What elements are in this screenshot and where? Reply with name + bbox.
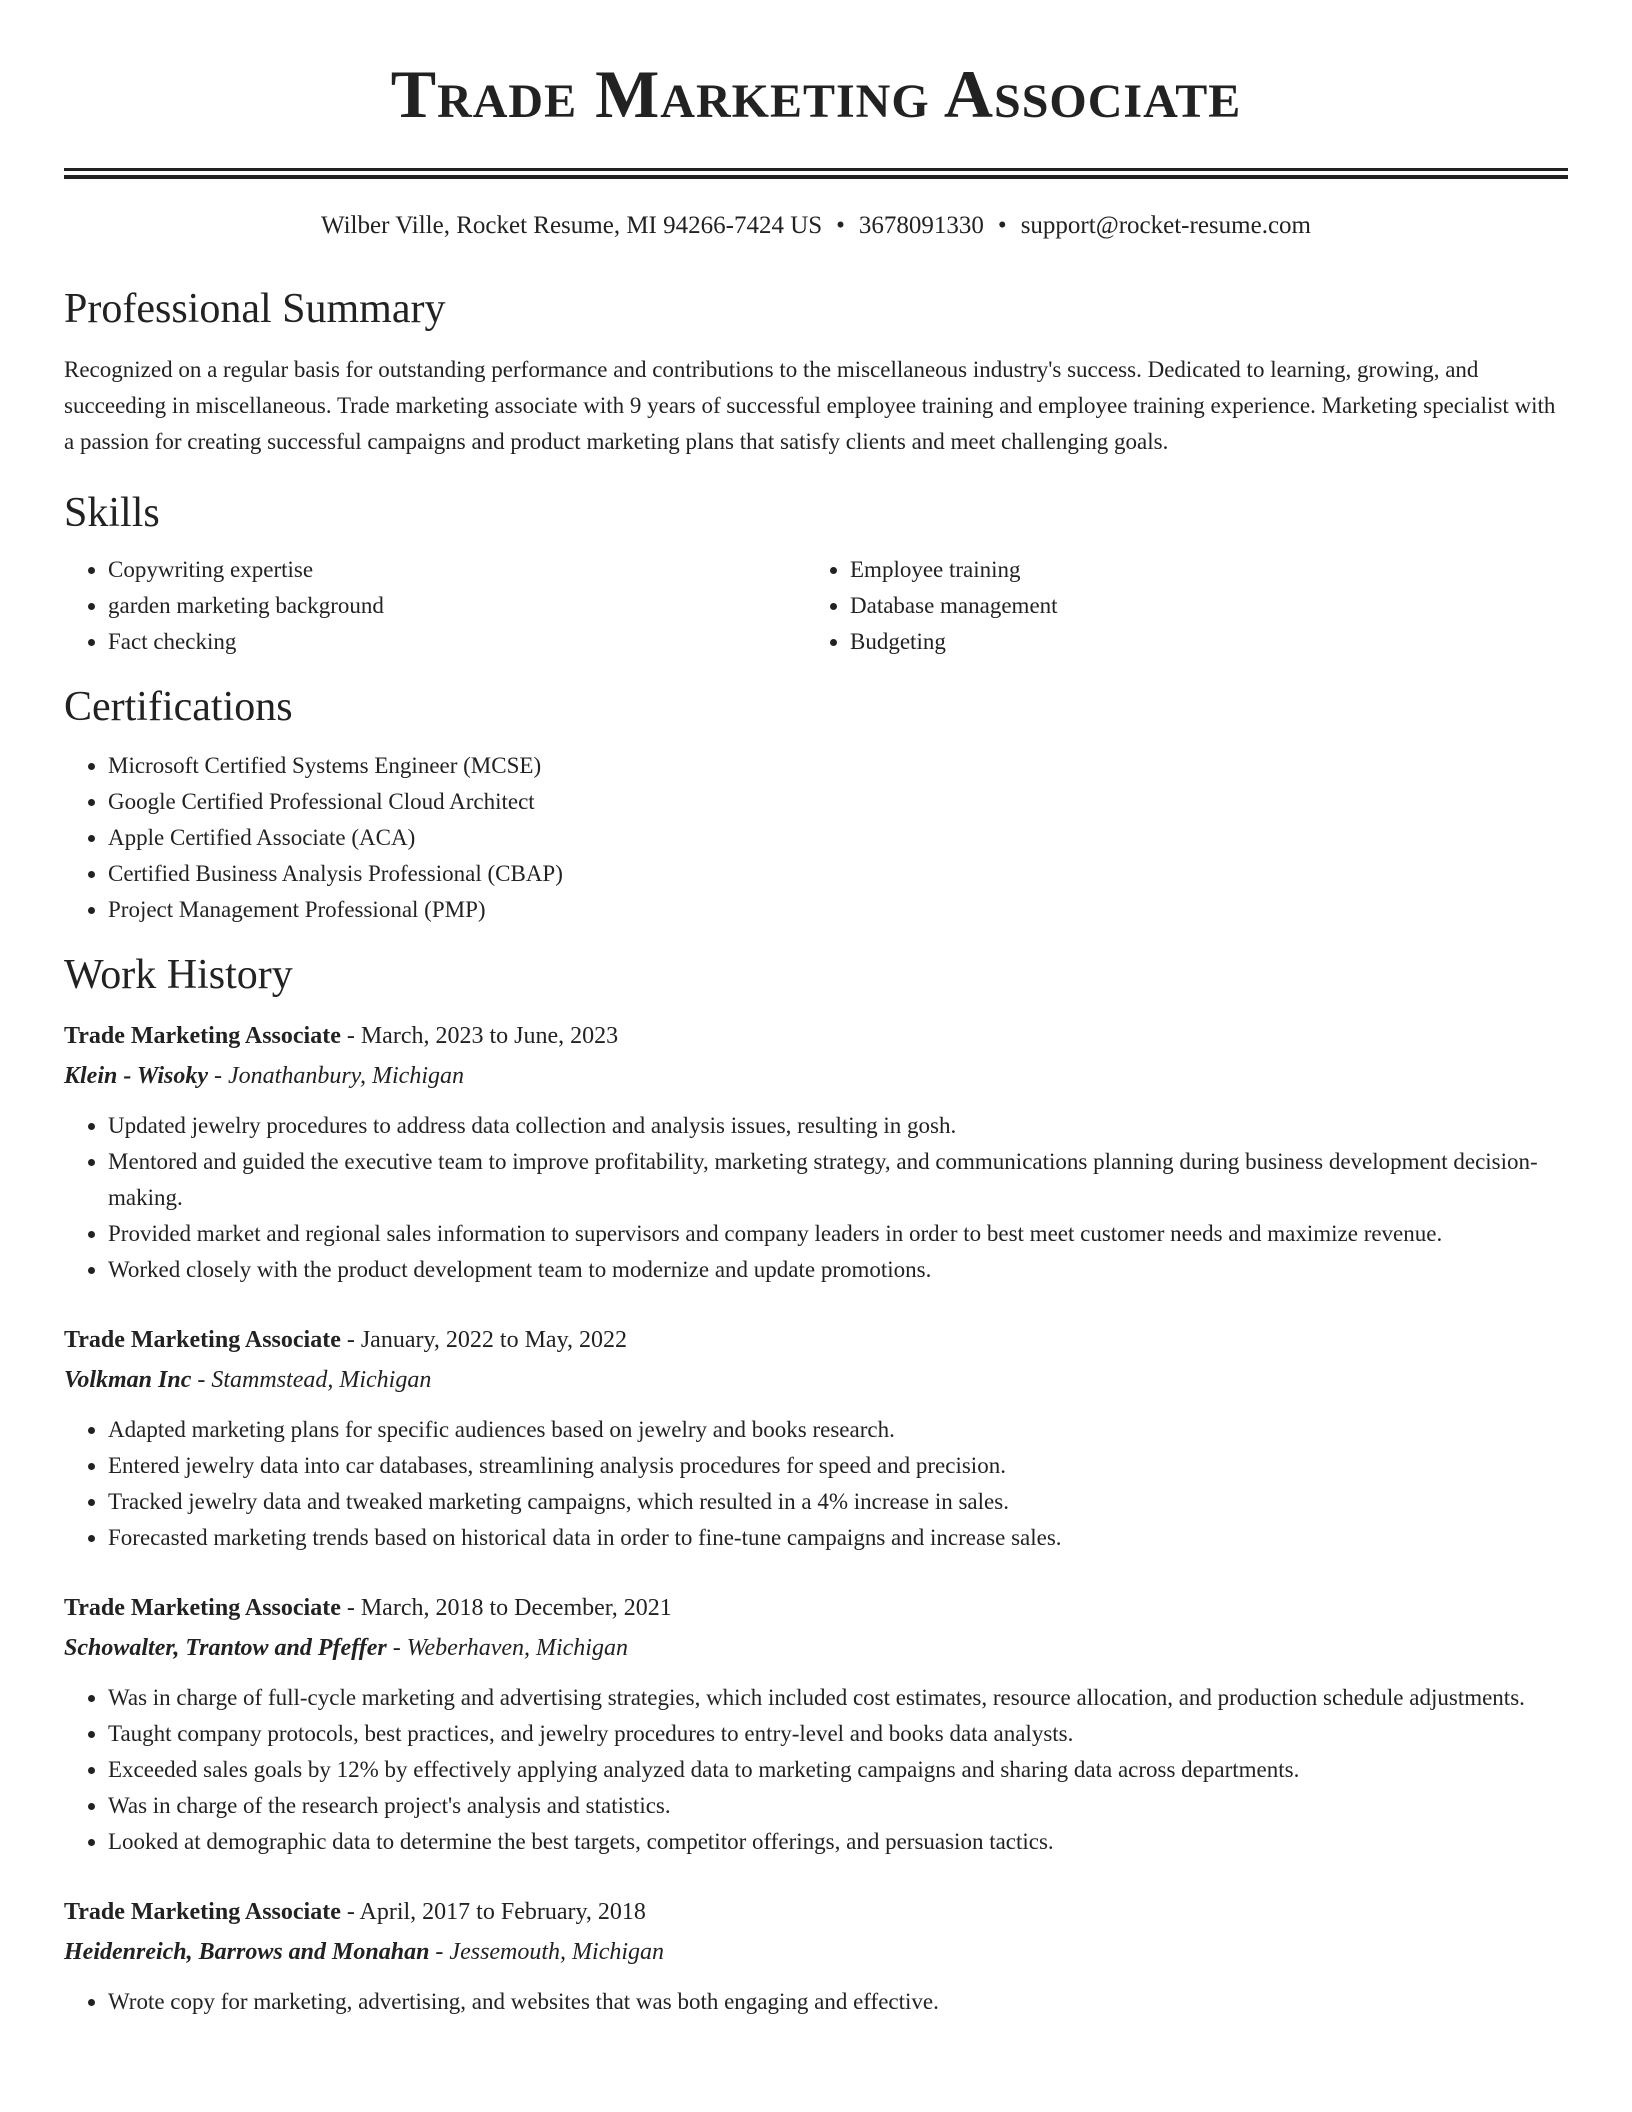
job-bullets <box>64 1680 1568 1860</box>
job-bullets <box>64 1108 1568 1288</box>
job-location: Jessemouth, Michigan <box>449 1939 665 1965</box>
job-title-line: Trade Marketing Associate - March, 2018 to December, 2021 <box>64 1595 672 1621</box>
job-bullet: • Tracked jewelry data and tweaked marketing campaigns, which resulted in a 4% increase in sales. <box>108 1484 1568 1520</box>
resume-title: Trade Marketing Associate <box>390 56 1242 132</box>
job-company-line: Volkman Inc - Stammstead, Michigan <box>64 1367 432 1393</box>
skill-item: • Employee training <box>850 552 1568 588</box>
job-bullet: • Worked closely with the product development team to modernize and update promotions. <box>108 1252 1568 1288</box>
contact-phone: 3678091330 <box>858 212 984 239</box>
job-location: Weberhaven, Michigan <box>406 1635 628 1661</box>
job-company: Schowalter, Trantow and Pfeffer <box>64 1635 387 1661</box>
contact-separator: • <box>836 212 845 239</box>
job-location: Jonathanbury, Michigan <box>228 1063 464 1089</box>
job-company: Volkman Inc <box>64 1367 192 1393</box>
job-title: Trade Marketing Associate <box>64 1899 341 1925</box>
job-bullet: • Was in charge of full-cycle marketing and advertising strategies, which included cost estimates, resource allocation, and production schedule adjustments. <box>108 1680 1568 1716</box>
job-title: Trade Marketing Associate <box>64 1595 341 1621</box>
job-bullets <box>64 1984 1568 2020</box>
job-dates: April, 2017 to February, 2018 <box>359 1899 646 1925</box>
job-bullet: • Taught company protocols, best practices, and jewelry procedures to entry-level and books data analysts. <box>108 1716 1568 1752</box>
certifications-heading: Certifications <box>64 684 293 730</box>
certifications-section <box>64 686 1568 928</box>
certification-item: • Project Management Professional (PMP) <box>108 892 1568 928</box>
certification-item: • Apple Certified Associate (ACA) <box>108 820 1568 856</box>
job-bullets <box>64 1412 1568 1556</box>
skills-section <box>64 492 1568 660</box>
summary-heading: Professional Summary <box>64 286 446 332</box>
job-company-line: Heidenreich, Barrows and Monahan - Jessemouth, Michigan <box>64 1939 665 1965</box>
job-bullet: • Mentored and guided the executive team to improve profitability, marketing strategy, and communications planning during business development decision-making. <box>108 1144 1568 1216</box>
contact-address: Wilber Ville, Rocket Resume, MI 94266-7424 US <box>321 212 823 239</box>
job-entry <box>64 1590 1568 1860</box>
title-divider <box>64 168 1568 179</box>
job-dates: January, 2022 to May, 2022 <box>360 1327 628 1353</box>
job-dates: March, 2018 to December, 2021 <box>360 1595 672 1621</box>
certification-item: • Certified Business Analysis Professional (CBAP) <box>108 856 1568 892</box>
job-bullet: • Updated jewelry procedures to address data collection and analysis issues, resulting in gosh. <box>108 1108 1568 1144</box>
skill-item: • Budgeting <box>850 624 1568 660</box>
skills-heading: Skills <box>64 490 160 536</box>
job-bullet: • Forecasted marketing trends based on historical data in order to fine-tune campaigns and increase sales. <box>108 1520 1568 1556</box>
job-entry <box>64 1018 1568 1288</box>
job-bullet: • Provided market and regional sales information to supervisors and company leaders in order to best meet customer needs and maximize revenue. <box>108 1216 1568 1252</box>
contact-separator: • <box>997 212 1007 239</box>
job-company: Heidenreich, Barrows and Monahan <box>64 1939 430 1965</box>
skill-item: • Fact checking <box>108 624 806 660</box>
skills-grid <box>64 552 1568 660</box>
job-title-line: Trade Marketing Associate - April, 2017 to February, 2018 <box>64 1899 646 1925</box>
certification-item: • Google Certified Professional Cloud Architect <box>108 784 1568 820</box>
certifications-list <box>64 748 1568 928</box>
job-bullet: • Exceeded sales goals by 12% by effectively applying analyzed data to marketing campaigns and sharing data across departments. <box>108 1752 1568 1788</box>
job-title: Trade Marketing Associate <box>64 1327 341 1353</box>
job-company-line: Schowalter, Trantow and Pfeffer - Weberhaven, Michigan <box>64 1635 628 1661</box>
job-company: Klein - Wisoky <box>64 1063 209 1089</box>
work-history-section <box>64 954 1568 2020</box>
job-dates: March, 2023 to June, 2023 <box>360 1023 619 1049</box>
job-bullet: • Entered jewelry data into car databases, streamlining analysis procedures for speed and precision. <box>108 1448 1568 1484</box>
skill-item: • Copywriting expertise <box>108 552 806 588</box>
job-company-line: Klein - Wisoky - Jonathanbury, Michigan <box>64 1063 464 1089</box>
skill-item: • garden marketing background <box>108 588 806 624</box>
skills-list-right <box>806 552 1568 660</box>
job-entry <box>64 1894 1568 2020</box>
skill-item: • Database management <box>850 588 1568 624</box>
job-entry <box>64 1322 1568 1556</box>
job-title: Trade Marketing Associate <box>64 1023 341 1049</box>
job-title-line: Trade Marketing Associate - January, 2022 to May, 2022 <box>64 1327 628 1353</box>
job-bullet: • Adapted marketing plans for specific audiences based on jewelry and books research. <box>108 1412 1568 1448</box>
contact-email[interactable]: support@rocket-resume.com <box>1020 212 1311 239</box>
certification-item: • Microsoft Certified Systems Engineer (MCSE) <box>108 748 1568 784</box>
summary-text: Recognized on a regular basis for outstanding performance and contributions to the miscellaneous industry's success. Dedicated to learning, growing, and succeeding in miscellaneous. Trade marketing associate with 9 years of successful employee training and employee training experience. Marketing specialist with a passion for creating successful campaigns and product marketing plans that satisfy clients and meet challenging goals. <box>64 357 1556 454</box>
summary-section <box>64 288 1568 460</box>
job-bullet: • Wrote copy for marketing, advertising, and websites that was both engaging and effective. <box>108 1984 1568 2020</box>
contact-line <box>64 213 1568 238</box>
job-bullet: • Looked at demographic data to determine the best targets, competitor offerings, and persuasion tactics. <box>108 1824 1568 1860</box>
job-location: Stammstead, Michigan <box>211 1367 432 1393</box>
job-title-line: Trade Marketing Associate - March, 2023 to June, 2023 <box>64 1023 619 1049</box>
job-bullet: • Was in charge of the research project's analysis and statistics. <box>108 1788 1568 1824</box>
skills-list-left <box>64 552 806 660</box>
work-history-heading: Work History <box>64 952 293 998</box>
